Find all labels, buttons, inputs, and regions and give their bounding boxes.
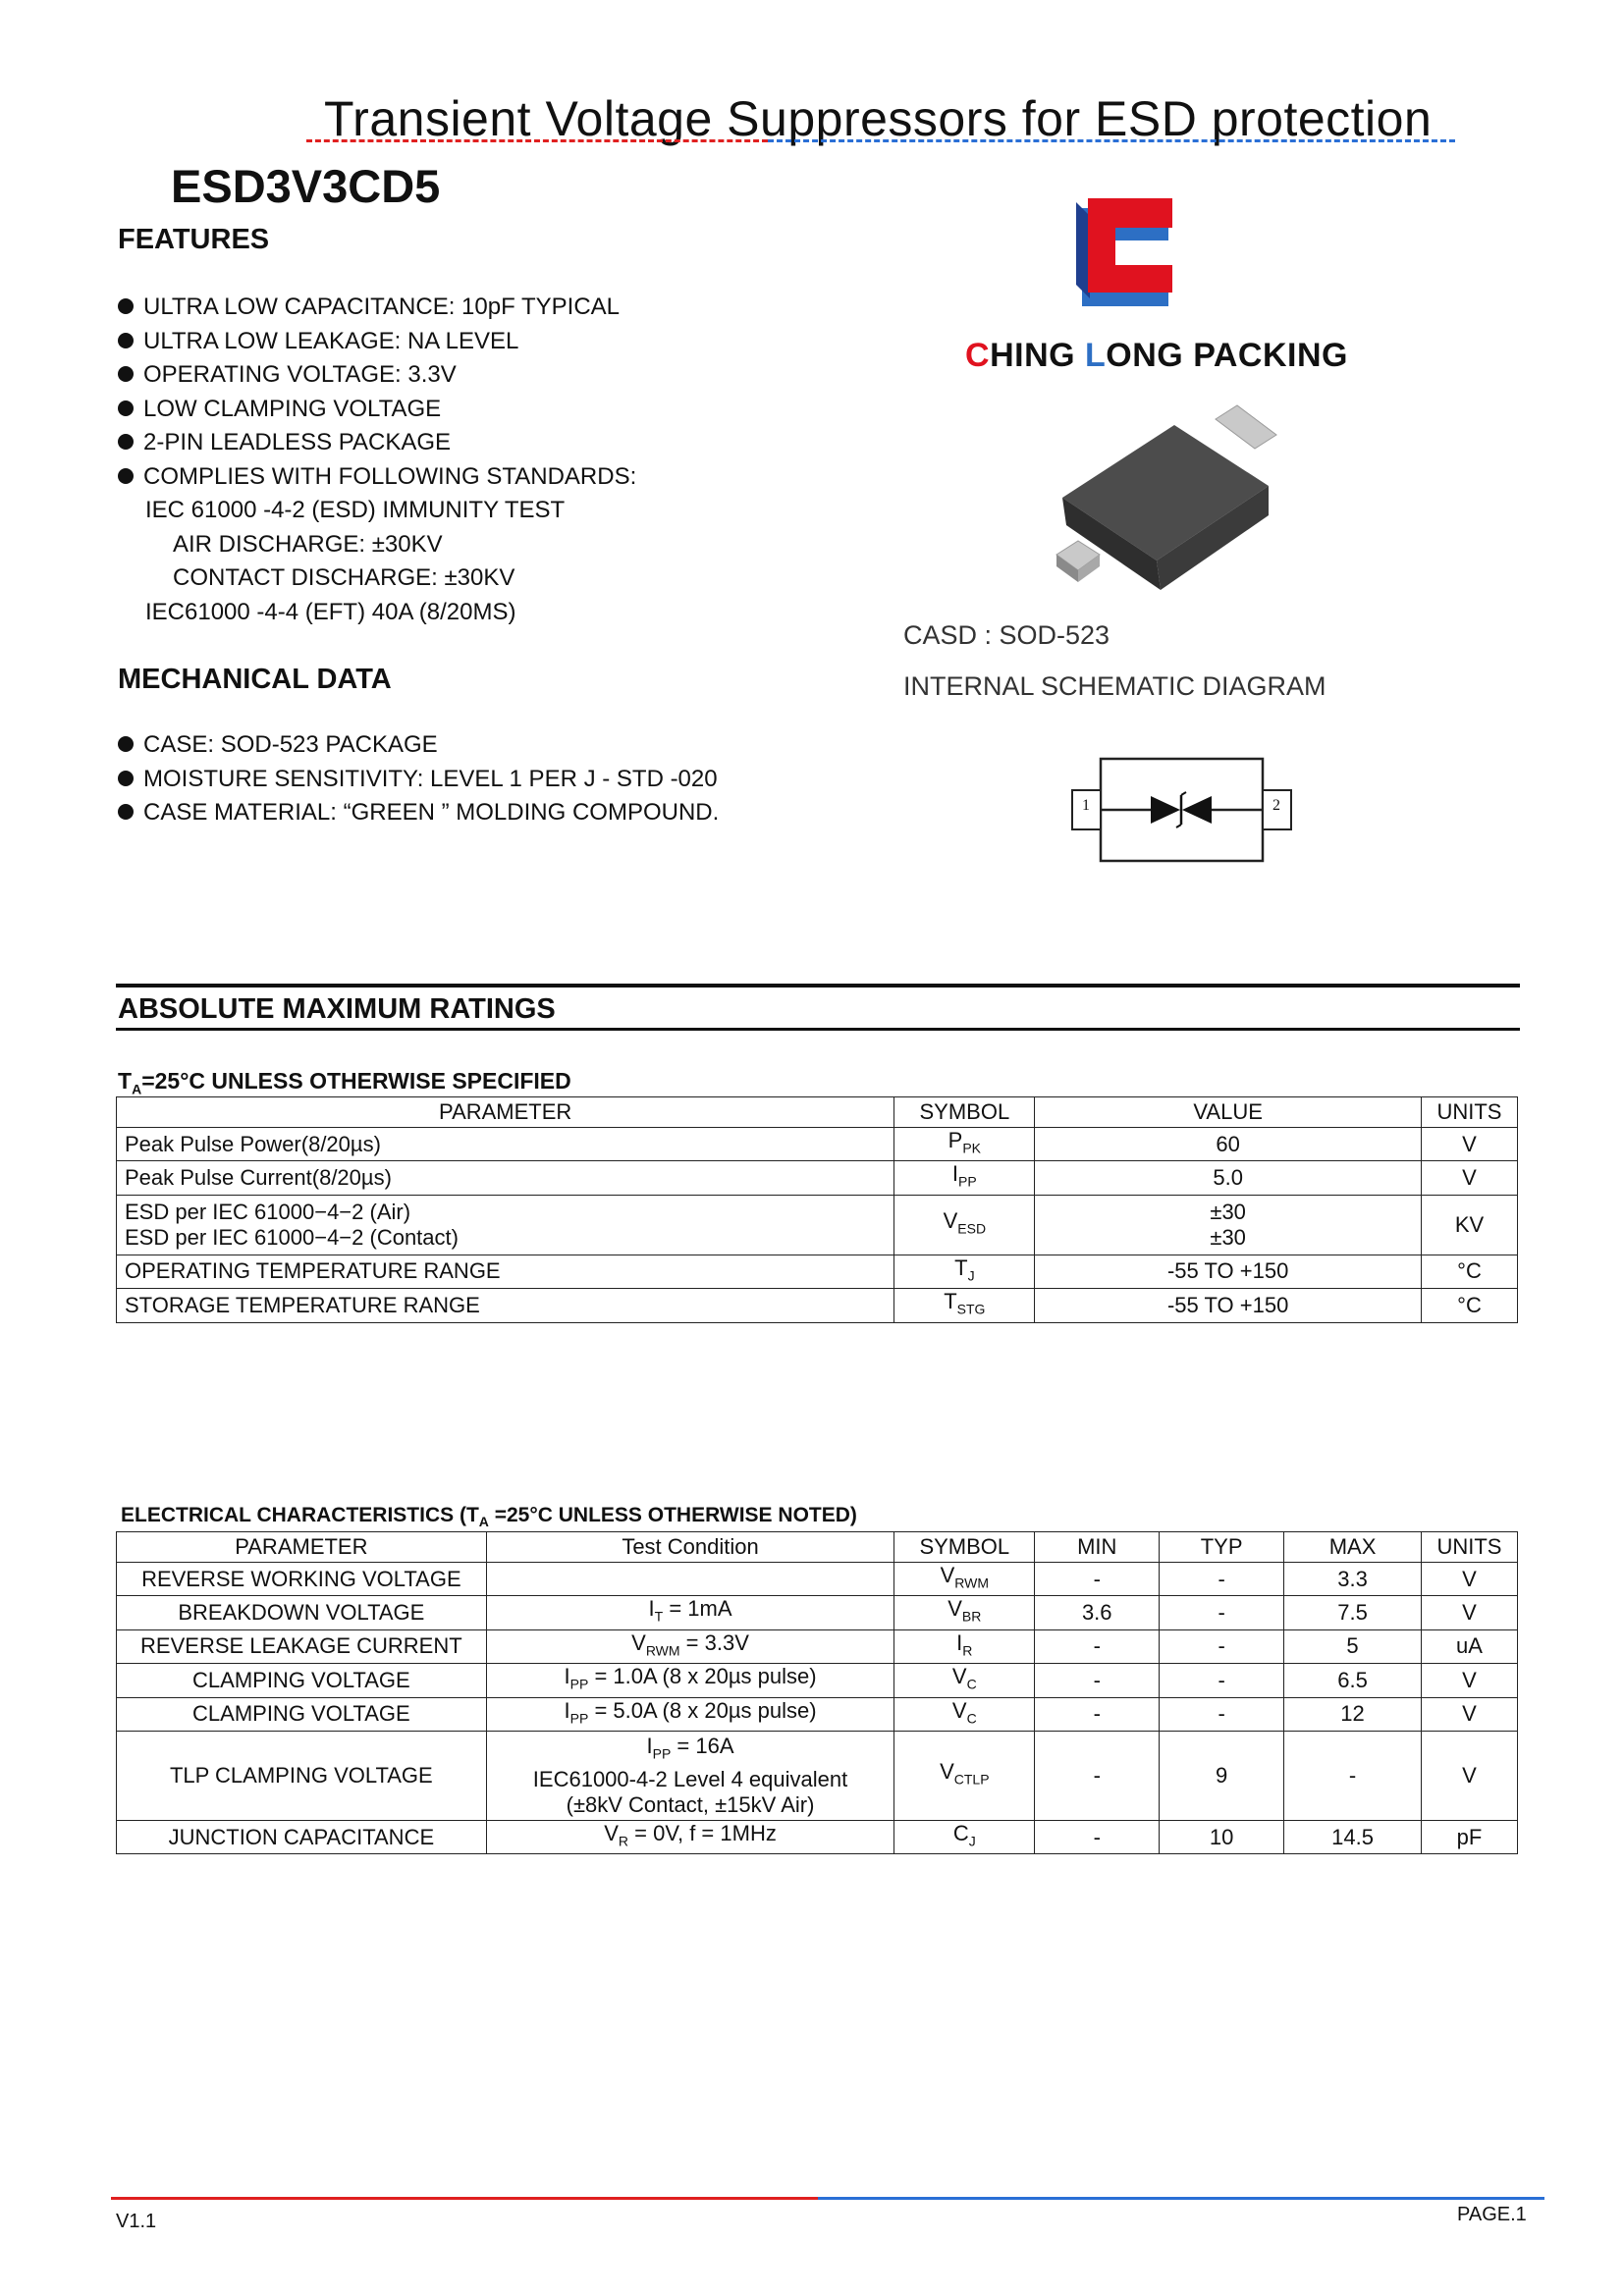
feature-item: LOW CLAMPING VOLTAGE <box>118 393 636 427</box>
part-number: ESD3V3CD5 <box>171 160 441 212</box>
feature-item: OPERATING VOLTAGE: 3.3V <box>118 358 636 393</box>
header-cell: VALUE <box>1035 1097 1422 1128</box>
feature-subitem: IEC61000 -4-4 (EFT) 40A (8/20MS) <box>145 598 516 625</box>
bullet-icon <box>118 333 134 348</box>
table-header-row <box>117 1097 1518 1128</box>
table-header-row: PARAMETER Test Condition SYMBOL MIN TYP MAX UNITS <box>117 1532 1518 1563</box>
ec-heading: ELECTRICAL CHARACTERISTICS ($T_A =25^\circ C$ UNLESS OTHERWISE NOTED) <box>121 1504 857 1530</box>
features-list <box>118 291 636 629</box>
feature-subitem: CONTACT DISCHARGE: ±30KV <box>173 564 515 591</box>
package-image <box>1051 378 1286 594</box>
feature-subitem: AIR DISCHARGE: ±30KV <box>173 530 443 558</box>
bullet-icon <box>118 804 134 820</box>
company-logo-icon <box>1070 196 1178 309</box>
footer-rule <box>111 2197 1544 2200</box>
bullet-icon <box>118 298 134 314</box>
mechanical-item: CASE: SOD-523 PACKAGE <box>118 728 719 763</box>
section-rule <box>116 984 1520 988</box>
ec-table <box>116 1531 1518 1854</box>
bullet-icon <box>118 434 134 450</box>
mechanical-item: CASE MATERIAL: “GREEN ” MOLDING COMPOUND. <box>118 796 719 830</box>
feature-item: ULTRA LOW LEAKAGE: NA LEVEL <box>118 325 636 359</box>
header-cell: SYMBOL <box>894 1097 1035 1128</box>
mechanical-heading: MECHANICAL DATA <box>118 664 392 695</box>
company-name: CHING LONG PACKING <box>965 337 1348 374</box>
table-row: Peak Pulse Current(8/20µs) $I_{PP}$ 5.0 V <box>117 1161 1518 1195</box>
table-row: REVERSE LEAKAGE CURRENT $V_{RWM} = 3.3V$ $I_R$ - - 5 uA <box>117 1629 1518 1663</box>
table-row: ESD per IEC 61000−4−2 (Air) ESD per IEC 61000−4−2 (Contact) $V_{ESD}$ ±30 ±30 KV <box>117 1195 1518 1255</box>
table-row: STORAGE TEMPERATURE RANGE $T_{STG}$ -55 TO +150 °C <box>117 1289 1518 1322</box>
table-row: CLAMPING VOLTAGE $I_{PP} = 1.0A$ (8 x 20µs pulse) $V_C$ - - 6.5 V <box>117 1664 1518 1697</box>
section-rule <box>116 1028 1520 1031</box>
bullet-icon <box>118 771 134 786</box>
table-row: Peak Pulse Power(8/20µs) $P_{PK}$ 60 V <box>117 1128 1518 1161</box>
schematic-label: INTERNAL SCHEMATIC DIAGRAM <box>903 671 1326 701</box>
table-row: OPERATING TEMPERATURE RANGE $T_J$ -55 TO +150 °C <box>117 1255 1518 1288</box>
feature-item: ULTRA LOW CAPACITANCE: 10pF TYPICAL <box>118 291 636 325</box>
header-cell: PARAMETER <box>117 1097 894 1128</box>
amr-condition: $T_A=25^\circ C$ UNLESS OTHERWISE SPECIFIED <box>118 1068 571 1097</box>
feature-item: COMPLIES WITH FOLLOWING STANDARDS: <box>118 460 636 495</box>
table-row: BREAKDOWN VOLTAGE $I_T = 1mA$ $V_{BR}$ 3.6 - 7.5 V <box>117 1596 1518 1629</box>
feature-item: 2-PIN LEADLESS PACKAGE <box>118 426 636 460</box>
features-heading: FEATURES <box>118 224 270 255</box>
bullet-icon <box>118 366 134 382</box>
case-label: CASD : SOD-523 <box>903 620 1110 650</box>
feature-subitem: IEC 61000 -4-2 (ESD) IMMUNITY TEST <box>145 497 566 523</box>
header-cell: UNITS <box>1421 1097 1517 1128</box>
version-label: V1.1 <box>116 2211 157 2232</box>
pin2-label: 2 <box>1272 797 1280 814</box>
bullet-icon <box>118 468 134 484</box>
amr-heading: ABSOLUTE MAXIMUM RATINGS <box>118 993 556 1025</box>
pin1-label: 1 <box>1082 797 1090 814</box>
mechanical-item: MOISTURE SENSITIVITY: LEVEL 1 PER J - STD -020 <box>118 763 719 797</box>
document-title: Transient Voltage Suppressors for ESD protection <box>324 91 1433 146</box>
schematic-diagram <box>1068 756 1294 864</box>
table-row: TLP CLAMPING VOLTAGE $I_{PP} = 16A$ IEC61000-4-2 Level 4 equivalent (±8kV Contact, ±15kV Air) $V_{CTLP}$ - 9 - V <box>117 1731 1518 1820</box>
bullet-icon <box>118 736 134 752</box>
amr-table <box>116 1096 1518 1323</box>
table-row: REVERSE WORKING VOLTAGE $V_{RWM}$ - - 3.3 V <box>117 1563 1518 1596</box>
page-number: PAGE.1 <box>1457 2204 1527 2225</box>
mechanical-list <box>118 728 719 830</box>
table-row: JUNCTION CAPACITANCE $V_R = 0V$, f = 1MHz $C_J$ - 10 14.5 pF <box>117 1820 1518 1853</box>
table-row: CLAMPING VOLTAGE $I_{PP} = 5.0A$ (8 x 20µs pulse) $V_C$ - - 12 V <box>117 1697 1518 1731</box>
bullet-icon <box>118 400 134 416</box>
